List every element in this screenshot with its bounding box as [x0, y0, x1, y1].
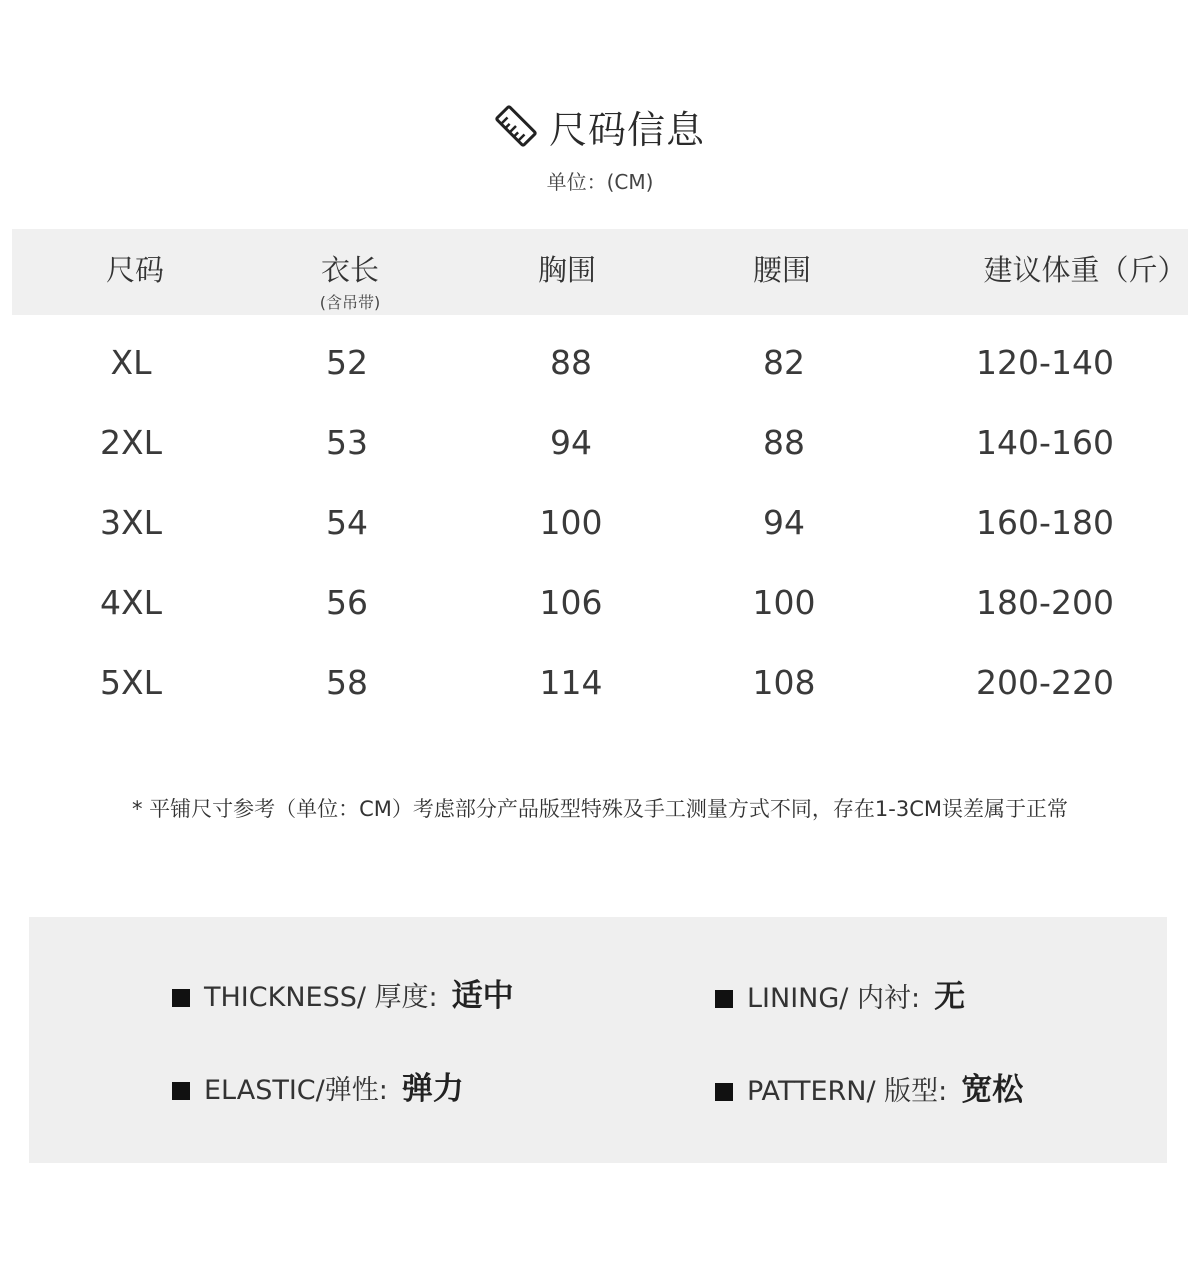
cell-waist: 88: [763, 423, 805, 462]
unit-label: 单位：(CM): [546, 170, 654, 194]
spec-value: 无: [934, 979, 966, 1015]
measurement-note: * 平铺尺寸参考（单位：CM）考虑部分产品版型特殊及手工测量方式不同，存在1-3CM误差属于正常: [131, 797, 1069, 821]
cell-length: 54: [326, 503, 368, 542]
spec-label: THICKNESS/ 厚度:: [204, 982, 438, 1013]
cell-waist: 100: [752, 583, 816, 622]
cell-weight: 160-180: [976, 503, 1114, 542]
spec-value: 宽松: [961, 1072, 1024, 1108]
square-bullet-icon: [172, 1082, 190, 1100]
spec-value: 弹力: [401, 1071, 464, 1107]
cell-size: 5XL: [100, 663, 162, 702]
cell-chest: 94: [550, 423, 592, 462]
cell-weight: 180-200: [976, 583, 1114, 622]
spec-elastic: [172, 1063, 464, 1108]
square-bullet-icon: [172, 989, 190, 1007]
spec-label: PATTERN/ 版型:: [747, 1076, 948, 1107]
page-title: 尺码信息: [548, 107, 705, 152]
spec-label: ELASTIC/弹性:: [204, 1075, 388, 1106]
column-header-weight: 建议体重（斤）: [983, 253, 1187, 287]
cell-chest: 106: [539, 583, 603, 622]
spec-panel: [29, 917, 1167, 1163]
cell-size: XL: [110, 343, 152, 382]
cell-length: 58: [326, 663, 368, 702]
cell-size: 3XL: [100, 503, 162, 542]
ruler-icon: [495, 105, 537, 147]
cell-weight: 120-140: [976, 343, 1114, 382]
cell-chest: 88: [550, 343, 592, 382]
square-bullet-icon: [715, 990, 733, 1008]
cell-waist: 108: [752, 663, 816, 702]
column-header-size: 尺码: [105, 253, 165, 287]
column-header-waist: 腰围: [752, 253, 812, 287]
cell-length: 53: [326, 423, 368, 462]
column-header-chest: 胸围: [537, 253, 597, 287]
spec-pattern: [715, 1064, 1023, 1109]
spec-value: 适中: [451, 978, 514, 1014]
cell-waist: 82: [763, 343, 805, 382]
cell-length: 52: [326, 343, 368, 382]
cell-size: 2XL: [100, 423, 162, 462]
cell-chest: 114: [539, 663, 603, 702]
cell-size: 4XL: [100, 583, 162, 622]
cell-length: 56: [326, 583, 368, 622]
page-title-group: [0, 98, 1200, 154]
cell-weight: 140-160: [976, 423, 1114, 462]
cell-chest: 100: [539, 503, 603, 542]
spec-lining: [715, 971, 965, 1016]
column-header-length: 衣长: [320, 253, 380, 287]
square-bullet-icon: [715, 1083, 733, 1101]
column-header-length-note: (含吊带): [319, 293, 381, 312]
cell-waist: 94: [763, 503, 805, 542]
spec-thickness: [172, 970, 514, 1015]
spec-label: LINING/ 内衬:: [747, 983, 921, 1014]
cell-weight: 200-220: [976, 663, 1114, 702]
